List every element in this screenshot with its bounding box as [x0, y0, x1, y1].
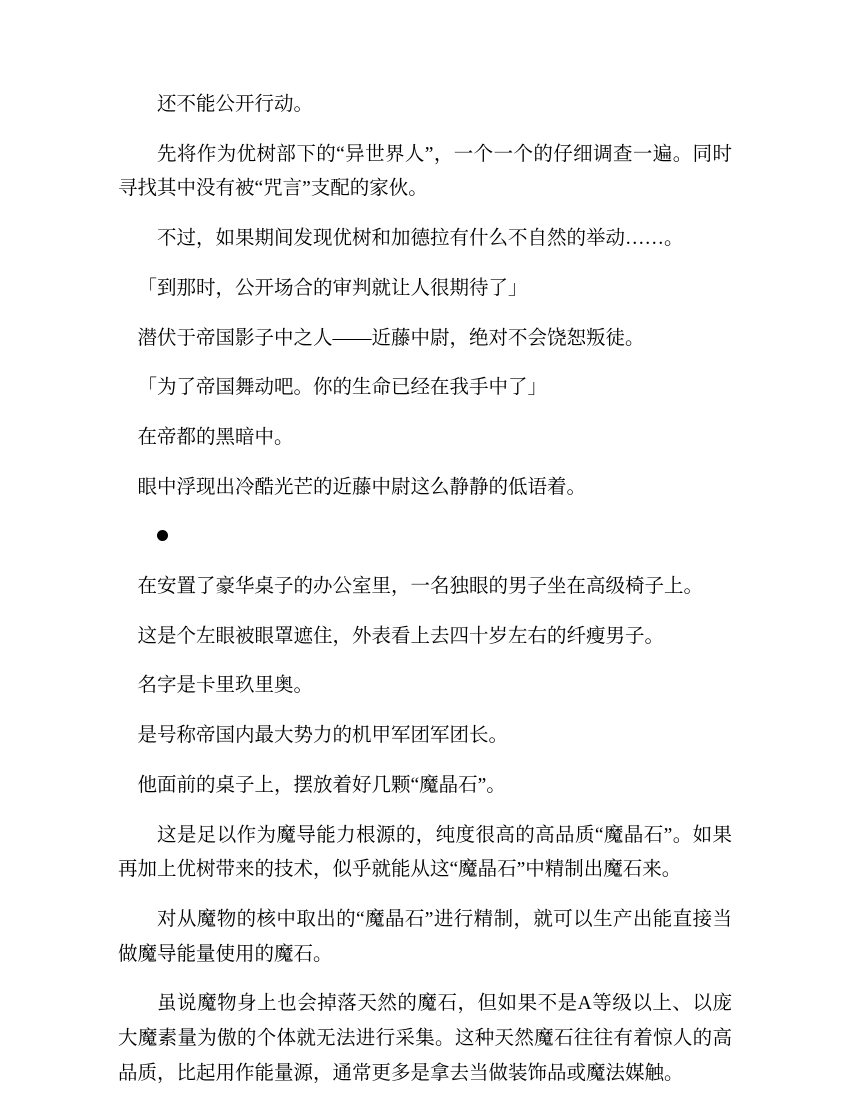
paragraph: 对从魔物的核中取出的“魔晶石”进行精制，就可以生产出能直接当做魔导能量使用的魔石。 — [118, 908, 732, 965]
section-break-bullet — [118, 520, 732, 555]
paragraph: 先将作为优树部下的“异世界人”，一个一个的仔细调查一遍。同时寻找其中没有被“咒言”支配的家伙。 — [118, 143, 732, 200]
paragraph: 名字是卡里玖里奥。 — [137, 675, 314, 697]
paragraph: 还不能公开行动。 — [157, 94, 314, 115]
paragraph: 不过，如果期间发现优树和加德拉有什么不自然的举动……。 — [157, 228, 684, 250]
paragraph-dialogue: 「到那时，公开场合的审判就让人很期待了」 — [137, 277, 528, 299]
paragraph-dialogue: 「为了帝国舞动吧。你的生命已经在我手中了」 — [137, 377, 548, 399]
paragraph: 是号称帝国内最大势力的机甲军团军团长。 — [137, 725, 509, 747]
paragraph: 眼中浮现出冷酷光芒的近藤中尉这么静静的低语着。 — [137, 476, 587, 498]
paragraph: 在帝都的黑暗中。 — [137, 426, 294, 448]
paragraph: 在安置了豪华桌子的办公室里，一名独眼的男子坐在高级椅子上。 — [137, 576, 704, 598]
paragraph: 这是个左眼被眼罩遮住，外表看上去四十岁左右的纤瘦男子。 — [137, 625, 665, 647]
document-body — [118, 88, 732, 1091]
paragraph: 他面前的桌子上，摆放着好几颗“魔晶石”。 — [137, 774, 506, 796]
paragraph: 这是足以作为魔导能力根源的，纯度很高的高品质“魔晶石”。如果再加上优树带来的技术，似乎就能从这“魔晶石”中精制出魔石来。 — [118, 824, 732, 881]
paragraph: 潜伏于帝国影子中之人——近藤中尉，绝对不会饶恕叛徒。 — [137, 327, 645, 349]
paragraph: 虽说魔物身上也会掉落天然的魔石，但如果不是A等级以上、以庞大魔素量为傲的个体就无法进行采集。这种天然魔石往往有着惊人的高品质，比起用作能量源，通常更多是拿去当做装饰品或魔法媒触。 — [118, 993, 732, 1084]
bullet-dot-icon — [157, 530, 168, 541]
